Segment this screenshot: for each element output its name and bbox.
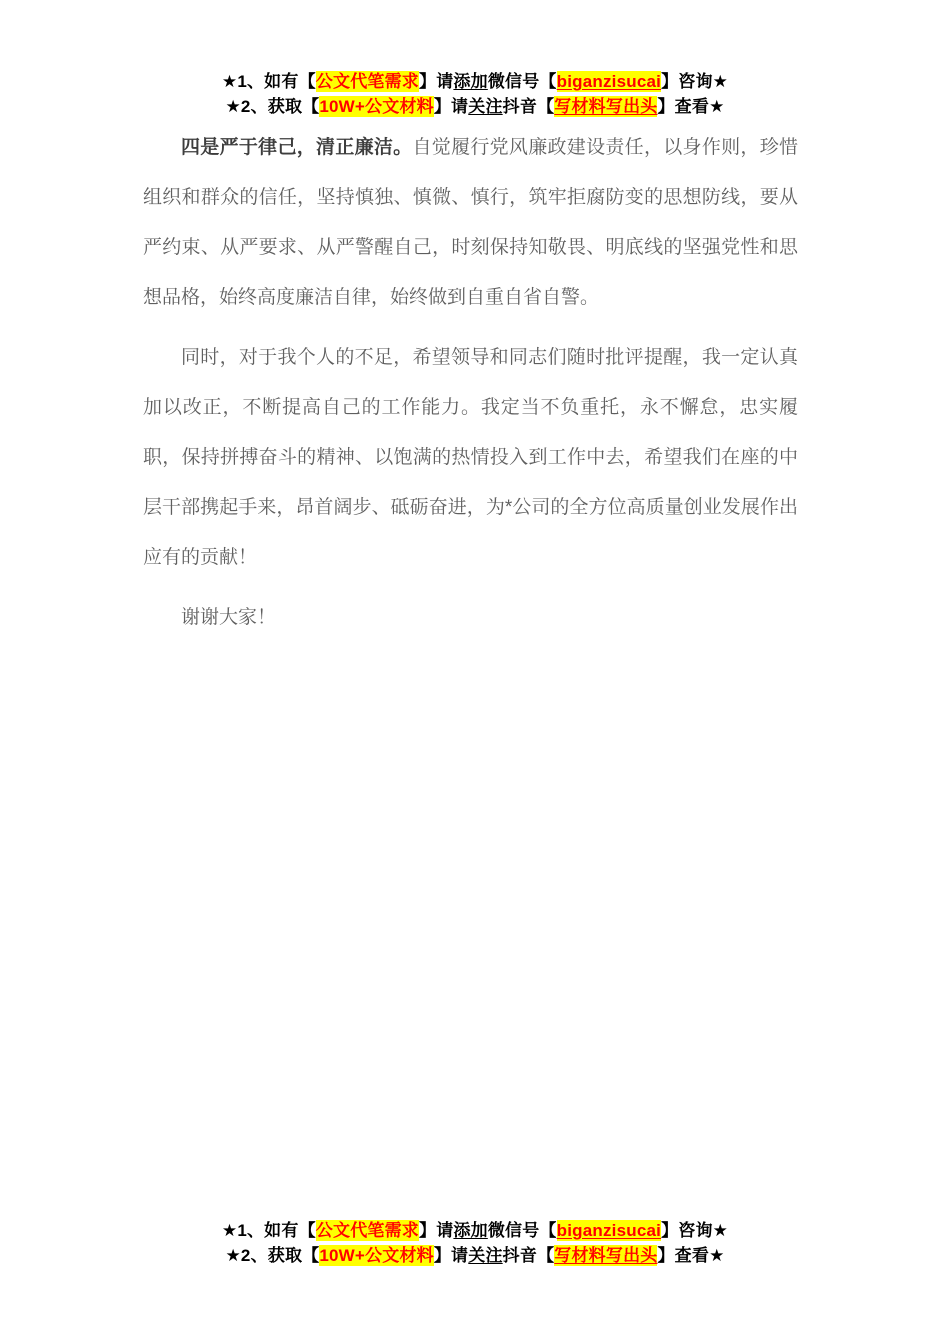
- promo-text: ★2、获取【: [225, 1246, 320, 1265]
- follow-action-text: 关注: [468, 97, 503, 116]
- paragraph-discipline: [143, 123, 798, 323]
- paragraph-text: 谢谢大家！: [181, 607, 277, 628]
- douyin-account-highlight: 写材料写出头: [554, 97, 658, 116]
- wechat-id-highlight: biganzisucai: [556, 72, 662, 91]
- promo-banner-bottom: [0, 1218, 950, 1268]
- follow-action-text: 关注: [468, 1246, 503, 1265]
- promo-text: ★1、如有【: [221, 1221, 316, 1240]
- promo-line-2: [0, 94, 950, 119]
- promo-banner-top: [0, 0, 950, 119]
- promo-line-2: [0, 1243, 950, 1268]
- gongwen-service-highlight: 公文代笔需求: [315, 72, 419, 91]
- add-action-text: 添加: [453, 72, 488, 91]
- promo-text: 】查看★: [657, 1246, 725, 1265]
- promo-text: 微信号【: [487, 1221, 557, 1240]
- promo-line-1: [0, 69, 950, 94]
- promo-text: 】咨询★: [661, 1221, 729, 1240]
- promo-text: 微信号【: [487, 72, 557, 91]
- add-action-text: 添加: [453, 1221, 488, 1240]
- paragraph-thanks: [143, 593, 798, 643]
- promo-text: 】请: [419, 72, 454, 91]
- paragraph-lead-bold: 四是严于律己，清正廉洁。: [181, 137, 413, 158]
- promo-text: 】请: [433, 97, 469, 116]
- wechat-id-highlight: biganzisucai: [556, 1221, 662, 1240]
- paragraph-text: 自觉履行党风廉政建设责任，以身作则，珍惜组织和群众的信任，坚持慎独、慎微、慎行，筑牢拒腐防变的思想防线，要从严约束、从严要求、从严警醒自己，时刻保持知敬畏、明底线的坚强党性和思想品格，始终高度廉洁自律，始终做到自重自省自警。: [143, 137, 798, 308]
- promo-line-1: [0, 1218, 950, 1243]
- promo-text: 】咨询★: [661, 72, 729, 91]
- material-pack-highlight: 10W+公文材料: [319, 97, 434, 116]
- promo-text: ★1、如有【: [221, 72, 316, 91]
- paragraph-commitment: [143, 333, 798, 583]
- douyin-account-highlight: 写材料写出头: [554, 1246, 658, 1265]
- promo-text: ★2、获取【: [225, 97, 320, 116]
- gongwen-service-highlight: 公文代笔需求: [315, 1221, 419, 1240]
- promo-text: 】查看★: [657, 97, 725, 116]
- promo-text: 抖音【: [502, 1246, 555, 1265]
- paragraph-text: 同时，对于我个人的不足，希望领导和同志们随时批评提醒，我一定认真加以改正，不断提高自己的工作能力。我定当不负重托，永不懈怠，忠实履职，保持拼搏奋斗的精神、以饱满的热情投入到工作中去，希望我们在座的中层干部携起手来，昂首阔步、砥砺奋进，为*公司的全方位高质量创业发展作出应有的贡献！: [143, 347, 798, 568]
- promo-text: 】请: [433, 1246, 469, 1265]
- document-body: [143, 123, 798, 643]
- material-pack-highlight: 10W+公文材料: [319, 1246, 434, 1265]
- promo-text: 】请: [419, 1221, 454, 1240]
- promo-text: 抖音【: [502, 97, 555, 116]
